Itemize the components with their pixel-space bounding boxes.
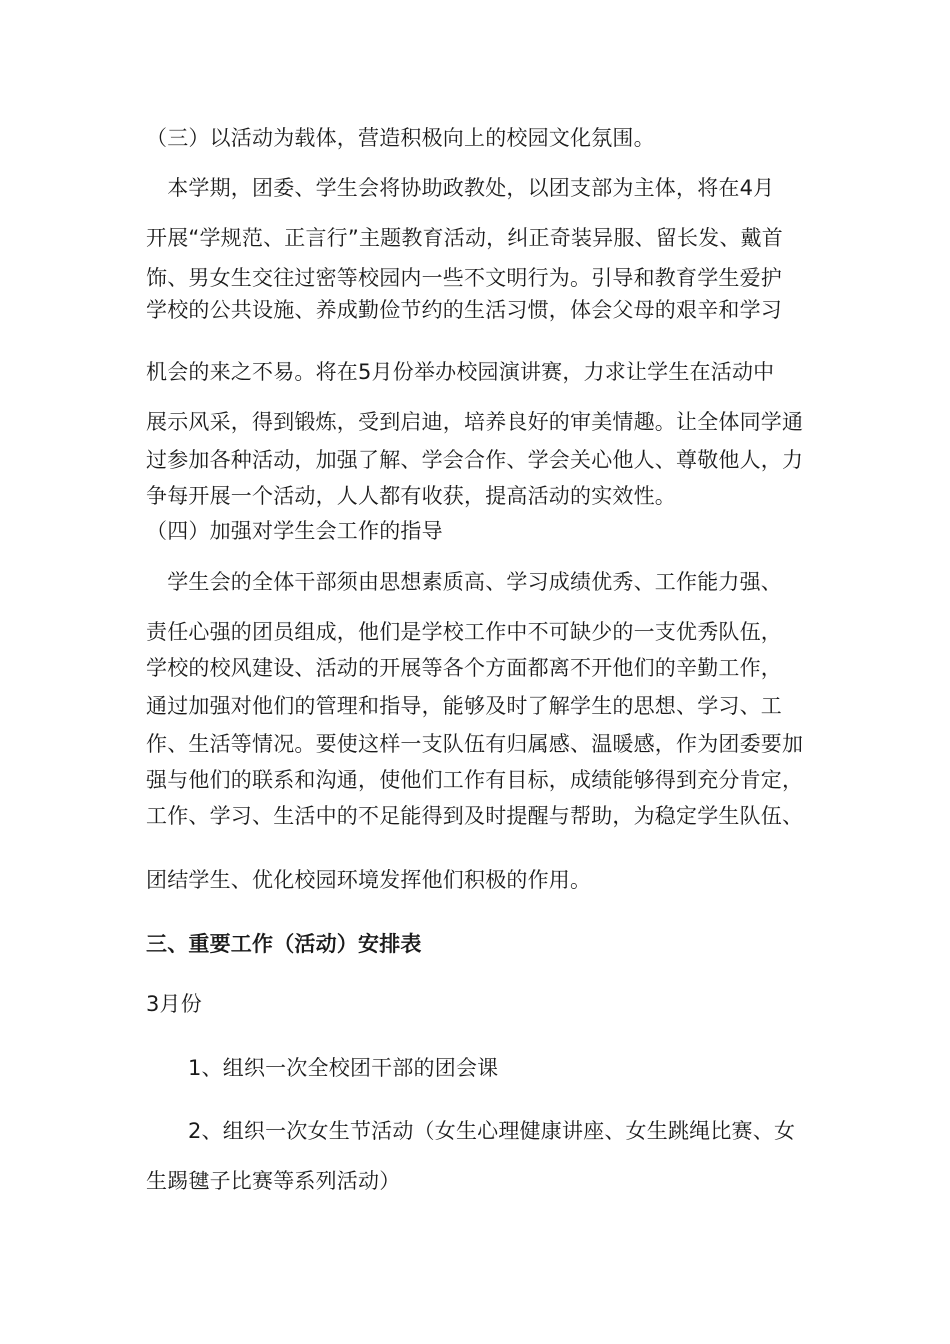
section3-paragraph-line: 开展“学规范、正言行”主题教育活动，纠正奇装异服、留长发、戴首 [146, 226, 783, 250]
section3-paragraph-line: 过参加各种活动，加强了解、学会合作、学会关心他人、尊敬他人，力 [146, 448, 804, 472]
section4-paragraph-line: 责任心强的团员组成，他们是学校工作中不可缺少的一支优秀队伍， [146, 620, 782, 644]
activity-item-2-line: 生踢毽子比赛等系列活动） [146, 1169, 401, 1193]
section4-paragraph-line: 团结学生、优化校园环境发挥他们积极的作用。 [146, 868, 592, 892]
section3-paragraph-line: 饰、男女生交往过密等校园内一些不文明行为。引导和教育学生爱护 [146, 266, 782, 290]
section4-paragraph-line: 作、生活等情况。要使这样一支队伍有归属感、温暖感，作为团委要加 [146, 732, 804, 756]
section4-heading: （四）加强对学生会工作的指导 [146, 519, 443, 543]
section3-heading: （三）以活动为载体，营造积极向上的校园文化氛围。 [146, 126, 655, 150]
section4-paragraph-line: 学校的校风建设、活动的开展等各个方面都离不开他们的辛勤工作， [146, 656, 782, 680]
section3-paragraph-line: 展示风采，得到锻炼，受到启迪，培养良好的审美情趣。让全体同学通 [146, 410, 804, 434]
section3-paragraph-line: 机会的来之不易。将在5月份举办校园演讲赛，力求让学生在活动中 [146, 360, 775, 384]
section4-paragraph-line: 学生会的全体干部须由思想素质高、学习成绩优秀、工作能力强、 [146, 570, 782, 594]
section3-paragraph-line: 争每开展一个活动，人人都有收获，提高活动的实效性。 [146, 484, 676, 508]
month-label: 3月份 [146, 992, 202, 1016]
section4-paragraph-line: 强与他们的联系和沟通，使他们工作有目标，成绩能够得到充分肯定， [146, 768, 804, 792]
activity-item-1: 1、组织一次全校团干部的团会课 [188, 1056, 499, 1080]
section4-paragraph-line: 工作、学习、生活中的不足能得到及时提醒与帮助，为稳定学生队伍、 [146, 804, 804, 828]
section3-paragraph-line: 学校的公共设施、养成勤俭节约的生活习惯，体会父母的艰辛和学习 [146, 298, 782, 322]
section3-paragraph-line: 本学期，团委、学生会将协助政教处，以团支部为主体，将在4月 [146, 176, 775, 200]
section4-paragraph-line: 通过加强对他们的管理和指导，能够及时了解学生的思想、学习、工 [146, 694, 782, 718]
activity-item-2-line: 2、组织一次女生节活动（女生心理健康讲座、女生跳绳比赛、女 [188, 1119, 796, 1143]
part3-heading: 三、重要工作（活动）安排表 [146, 932, 422, 956]
